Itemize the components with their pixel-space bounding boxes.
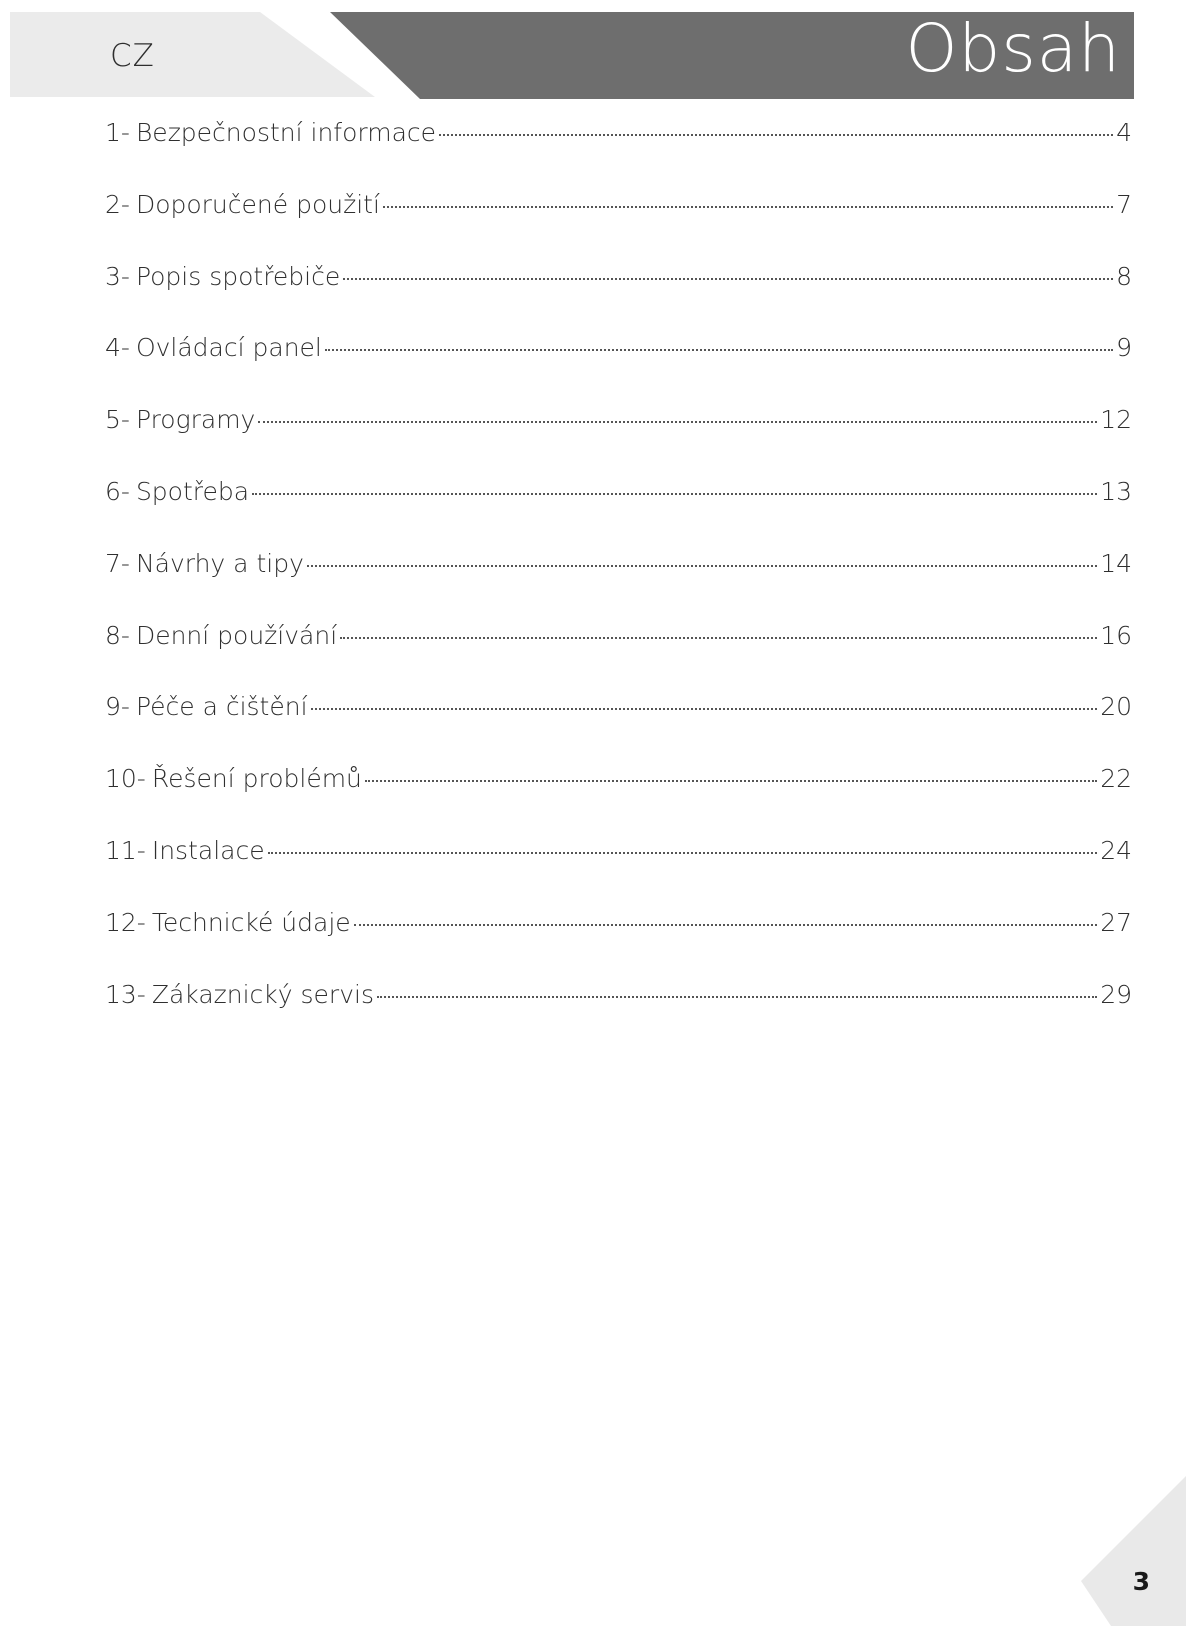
toc-label: Instalace [151,835,265,865]
toc-number: 6- [105,476,130,506]
toc-entry[interactable] [105,549,1132,621]
language-code: CZ [110,38,155,74]
toc-page: 16 [1100,620,1132,650]
table-of-contents [105,118,1132,1051]
toc-leader [377,996,1097,998]
toc-number: 10- [105,764,146,794]
header-light-tab [10,12,375,97]
toc-page: 24 [1100,835,1132,865]
toc-label: Zákaznický servis [151,979,374,1009]
toc-number: 12- [105,907,146,937]
toc-page: 22 [1100,764,1132,794]
toc-leader [365,780,1097,782]
toc-leader [325,349,1113,351]
toc-entry[interactable] [105,980,1132,1052]
toc-leader [311,708,1098,710]
toc-number: 1- [105,118,130,147]
toc-number: 13- [105,979,146,1009]
toc-number: 11- [105,835,146,865]
toc-entry[interactable] [105,405,1132,477]
toc-label: Řešení problémů [151,764,362,794]
toc-label: Popis spotřebiče [135,261,341,291]
toc-leader [439,134,1113,136]
toc-page: 29 [1100,979,1132,1009]
toc-label: Péče a čištění [135,692,308,722]
toc-number: 7- [105,548,130,578]
toc-label: Programy [135,405,256,435]
toc-leader [343,278,1113,280]
toc-page: 4 [1116,118,1132,147]
toc-entry[interactable] [105,692,1132,764]
toc-page: 9 [1116,333,1132,363]
toc-label: Návrhy a tipy [135,548,304,578]
page-number: 3 [1132,1567,1150,1596]
toc-label: Spotřeba [135,476,250,506]
toc-entry[interactable] [105,190,1132,262]
toc-leader [340,637,1097,639]
toc-leader [354,924,1098,926]
toc-number: 3- [105,261,130,291]
corner-shape [1081,1476,1186,1626]
toc-label: Technické údaje [151,907,351,937]
page-title: Obsah [905,10,1121,87]
toc-leader [268,852,1098,854]
toc-number: 2- [105,189,130,219]
toc-leader [252,493,1097,495]
toc-label: Denní používání [135,620,338,650]
toc-page: 13 [1100,476,1132,506]
toc-label: Doporučené použití [135,189,380,219]
toc-page: 20 [1100,692,1132,722]
toc-entry[interactable] [105,836,1132,908]
toc-entry[interactable] [105,477,1132,549]
toc-number: 9- [105,692,130,722]
toc-entry[interactable] [105,621,1132,693]
toc-label: Ovládací panel [135,333,322,363]
toc-entry[interactable] [105,118,1132,190]
toc-leader [383,206,1113,208]
toc-label: Bezpečnostní informace [135,118,437,147]
toc-entry[interactable] [105,333,1132,405]
toc-number: 8- [105,620,130,650]
toc-page: 8 [1116,261,1132,291]
toc-entry[interactable] [105,908,1132,980]
toc-page: 12 [1100,405,1132,435]
toc-number: 4- [105,333,130,363]
toc-page: 7 [1116,189,1132,219]
toc-entry[interactable] [105,262,1132,334]
toc-page: 27 [1100,907,1132,937]
toc-number: 5- [105,405,130,435]
page-corner-tab [1056,1476,1186,1626]
toc-entry[interactable] [105,764,1132,836]
toc-leader [258,421,1097,423]
toc-leader [307,565,1097,567]
toc-page: 14 [1100,548,1132,578]
